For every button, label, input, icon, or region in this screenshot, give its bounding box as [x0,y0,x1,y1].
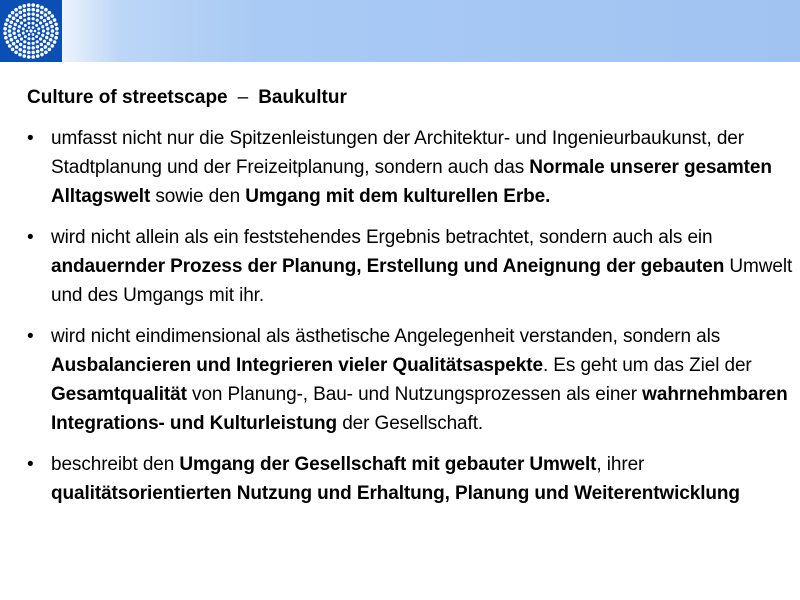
emblem-dot [43,40,46,43]
emblem-dot [8,14,12,18]
emblem-dot [44,51,48,55]
emblem-dot [37,27,40,30]
emblem-dot [22,27,25,30]
bullet-item [27,322,795,438]
emblem-dot [27,42,30,45]
emblem-dot [27,8,31,12]
emblem-dot [50,25,54,29]
emblem-dot [48,11,52,15]
emblem-dot [8,25,12,29]
emblem-dot [23,19,26,22]
bullet-bold-text: Umgang der Gesellschaft mit gebauter Umwelt [179,454,597,475]
emblem-dot [27,22,30,25]
emblem-dot [42,29,45,32]
title-dash: – [237,87,249,108]
emblem-dot [18,25,21,28]
bullet-item [27,223,795,310]
emblem-dot [23,9,27,13]
emblem-dot [16,19,19,22]
emblem-dot [3,31,7,35]
emblem-dot [46,27,49,30]
emblem-dot [27,12,30,15]
emblem-dot [47,42,51,46]
emblem-dot [31,55,35,59]
emblem-dot [28,33,31,36]
emblem-dot [51,44,55,48]
emblem-dot [40,11,44,15]
emblem-dot [40,6,44,10]
emblem-dot [31,8,35,12]
emblem-dot [18,34,21,37]
bullet-text: Umwelt und des Umgangs mit ihr. [51,256,793,306]
emblem-dot [35,35,38,38]
emblem-dot [6,18,10,22]
emblem-dot [44,45,48,49]
emblem-dot [35,24,38,27]
star-circle-emblem-icon [0,0,62,62]
emblem-dot [4,22,8,26]
emblem-dot [45,36,48,39]
emblem-dot [36,45,39,48]
bullet-symbol: • [27,227,34,248]
emblem-dot [27,17,30,20]
bullet-bold-text: Ausbalancieren und Integrieren vieler Qualitätsaspekte [51,355,543,376]
bullet-symbol: • [27,454,34,475]
emblem-dot [27,46,30,49]
emblem-dot [19,43,22,46]
emblem-dot [41,25,44,28]
emblem-dot [40,16,43,19]
emblem-dot [44,8,48,12]
bullet-text: . Es geht um das Ziel der [542,355,752,376]
emblem-dot [32,46,35,49]
emblem-dot [53,18,57,22]
emblem-dot [55,31,59,35]
emblem-dot [12,42,16,46]
emblem-dot [46,32,49,35]
emblem-dot [23,50,27,54]
bullet-symbol: • [27,326,34,347]
emblem-dot [55,27,59,31]
emblem-dot [12,32,15,35]
emblem-dot [32,12,35,15]
bullet-text: wird nicht allein als ein feststehendes Ergebnis betrachtet, sondern auch als ein [51,227,713,248]
emblem-dot [49,20,53,24]
emblem-dot [36,54,40,58]
emblem-dot [14,23,17,26]
emblem-dot [27,37,30,40]
emblem-dot [27,55,31,59]
emblem-dot [32,22,35,25]
emblem-dot [41,34,44,37]
bullet-text: wird nicht eindimensional als ästhetische Angelegenheit verstanden, sondern als [51,326,721,347]
emblem-dot [32,26,35,29]
emblem-dot [14,8,18,12]
emblem-dot [20,37,23,40]
emblem-dot [51,14,55,18]
emblem-dot [40,53,44,57]
bullet-item [27,124,795,211]
bullet-text: beschreibt den [51,454,180,475]
emblem-dot [15,13,19,17]
emblem-dot [23,40,26,43]
emblem-dot [48,48,52,52]
emblem-dot [27,51,31,55]
emblem-dot [11,11,15,15]
emblem-dot [39,37,42,40]
emblem-dot [32,17,35,20]
emblem-dot [23,45,26,48]
emblem-dot [37,32,40,35]
emblem-dot [17,29,20,32]
bullet-list [27,124,795,508]
emblem-dot [40,43,43,46]
emblem-dot [22,54,26,58]
emblem-dot [19,16,22,19]
emblem-dot [27,3,31,7]
emblem-dot [11,48,15,52]
emblem-dot [44,13,48,17]
emblem-dot [32,37,35,40]
emblem-dot [12,27,15,30]
emblem-dot [49,38,53,42]
bullet-text: sowie den [150,186,246,207]
emblem-dot [40,48,44,52]
emblem-dot [18,48,22,52]
bullet-bold-text: qualitätsorientierten Nutzung und Erhaltung, Planung und Weiterentwicklung [51,483,740,504]
emblem-dot [54,22,58,26]
emblem-dot [31,51,35,55]
emblem-dot [26,30,29,33]
emblem-dot [16,40,19,43]
emblem-dot [36,4,40,8]
emblem-dot [4,36,8,40]
emblem-dot [36,40,39,43]
title-right: Baukultur [258,87,347,108]
emblem-dot [22,32,25,35]
emblem-dot [47,17,51,21]
bullet-bold-text: andauernder Prozess der Planung, Erstellung und Aneignung der gebauten [51,256,725,277]
emblem-dot [10,38,14,42]
emblem-dot [45,23,48,26]
emblem-dot [34,30,37,33]
bullet-text: der Gesellschaft. [337,413,484,434]
bullet-item [27,450,795,508]
emblem-dot [53,40,57,44]
bullet-text: von Planung-, Bau- und Nutzungsprozessen als einer [186,384,643,405]
emblem-dot [36,14,39,17]
emblem-dot [10,20,14,24]
emblem-dot [29,29,32,32]
emblem-dot [8,34,12,38]
bullet-text: umfasst nicht nur die Spitzenleistungen der Architektur- und Ingenieurbaukunst, der Stadtplanung und der Freizeitplanung, sondern auch das [51,128,745,178]
bullet-bold-text: Gesamtqualität [51,384,187,405]
emblem-dot [32,33,35,36]
emblem-dot [54,36,58,40]
emblem-dot [36,9,40,13]
header-band [0,0,800,62]
bullet-symbol: • [27,128,34,149]
title-left: Culture of streetscape [27,87,228,108]
emblem-dot [12,17,16,21]
emblem-dot [20,21,23,24]
emblem-dot [14,36,17,39]
bullet-bold-text: Umgang mit dem kulturellen Erbe. [245,186,551,207]
emblem-dot [43,19,46,22]
emblem-dot [50,34,54,38]
emblem-dot [15,45,19,49]
emblem-dot [24,24,27,27]
bullet-bold-text: Normale unserer gesamten Alltagswelt [51,157,772,207]
emblem-dot [39,21,42,24]
emblem-dot [51,29,55,33]
emblem-dot [18,6,22,10]
emblem-dot [22,4,26,8]
slide-title [27,86,795,110]
bullet-text: , ihrer [596,454,645,475]
emblem-dot [32,42,35,45]
slide-content [27,86,795,520]
emblem-dot [8,29,12,33]
emblem-dot [36,19,39,22]
emblem-dot [36,50,40,54]
emblem-dot [14,51,18,55]
emblem-dot [3,27,7,31]
emblem-dot [6,40,10,44]
emblem-dot [18,53,22,57]
bullet-bold-text: wahrnehmbaren Integrations- und Kulturleistung [51,384,788,434]
emblem-dot [8,44,12,48]
emblem-dot [24,35,27,38]
emblem-dot [18,11,22,15]
emblem-dot [23,14,26,17]
emblem-dot [31,3,35,7]
emblem-dot [28,26,31,29]
